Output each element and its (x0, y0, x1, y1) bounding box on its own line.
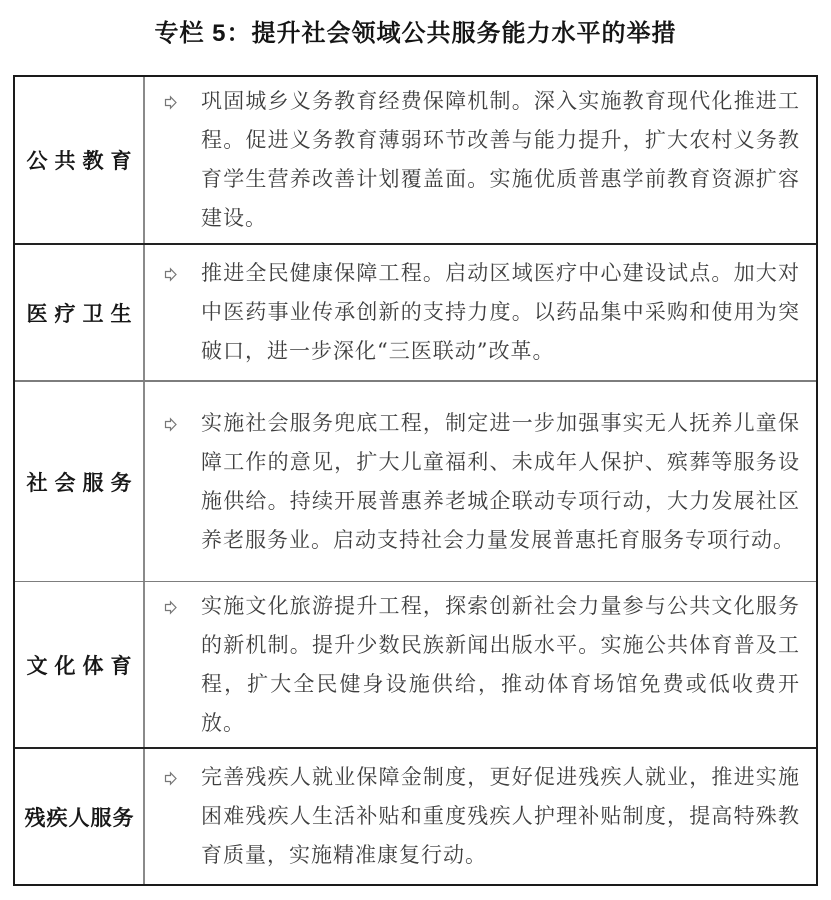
row-header-cell (15, 749, 145, 884)
row-content-cell (145, 245, 816, 380)
measure-entry (163, 587, 800, 743)
measure-text: 巩固城乡义务教育经费保障机制。深入实施教育现代化推进工程。促进义务教育薄弱环节改善与能力提升，扩大农村义务教育学生营养改善计划覆盖面。实施优质普惠学前教育资源扩容建设。 (201, 89, 800, 230)
row-header-cell (15, 245, 145, 380)
rightwards-white-arrow-icon (163, 82, 201, 238)
row-header-label: 文化体育 (26, 654, 139, 678)
rightwards-white-arrow-icon (163, 404, 201, 560)
rightwards-white-arrow-icon (163, 587, 201, 743)
row-header-label: 公共教育 (26, 150, 139, 173)
row-content-cell (145, 382, 816, 581)
row-header-label: 医疗卫生 (26, 302, 139, 326)
measures-table (13, 75, 818, 886)
measure-entry (163, 758, 800, 875)
row-header-cell (15, 77, 145, 243)
table-row-social-services (15, 380, 816, 581)
table-row-culture-sports (15, 581, 816, 747)
rightwards-white-arrow-icon (163, 758, 201, 875)
measure-text: 推进全民健康保障工程。启动区域医疗中心建设试点。加大对中医药事业传承创新的支持力度。以药品集中采购和使用为突破口，进一步深化“三医联动”改革。 (201, 261, 800, 363)
row-header-label: 社会服务 (26, 471, 139, 495)
measure-text: 实施社会服务兜底工程，制定进一步加强事实无人抚养儿童保障工作的意见，扩大儿童福利、未成年人保护、殡葬等服务设施供给。持续开展普惠养老城企联动专项行动，大力发展社区养老服务业。启动支持社会力量发展普惠托育服务专项行动。 (201, 410, 800, 552)
table-row-medical-health (15, 243, 816, 380)
row-content-cell (145, 582, 816, 747)
measure-entry (163, 404, 800, 560)
table-row-disabled-services (15, 747, 816, 884)
row-content-cell (145, 749, 816, 884)
measure-text: 完善残疾人就业保障金制度，更好促进残疾人就业，推进实施困难残疾人生活补贴和重度残疾人护理补贴制度，提高特殊教育质量，实施精准康复行动。 (201, 765, 800, 867)
row-header-cell (15, 582, 145, 747)
row-header-cell (15, 382, 145, 581)
measure-entry (163, 254, 800, 371)
row-content-cell (145, 77, 816, 243)
rightwards-white-arrow-icon (163, 254, 201, 371)
row-header-label: 残疾人服务 (24, 806, 135, 830)
table-row-public-education (15, 77, 816, 243)
measure-entry (163, 82, 800, 238)
measure-text: 实施文化旅游提升工程，探索创新社会力量参与公共文化服务的新机制。提升少数民族新闻出版水平。实施公共体育普及工程，扩大全民健身设施供给，推动体育场馆免费或低收费开放。 (201, 593, 800, 735)
page-title: 专栏 5：提升社会领域公共服务能力水平的举措 (154, 20, 677, 47)
